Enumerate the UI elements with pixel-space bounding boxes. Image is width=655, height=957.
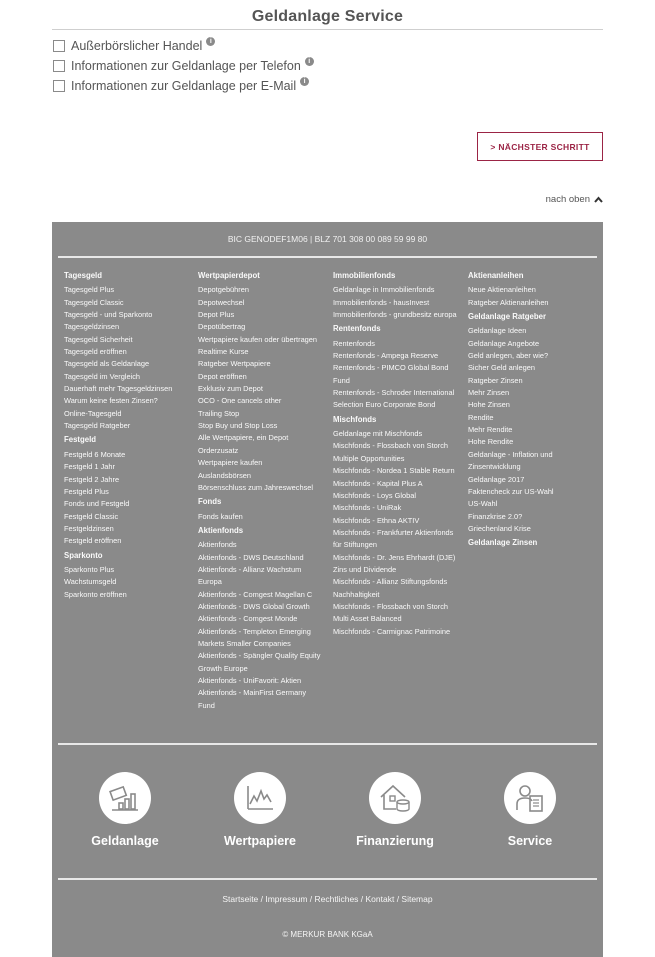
footer-link[interactable]: Festgeldzinsen [64, 523, 114, 533]
footer-link[interactable]: Tagesgeld - und Sparkonto [64, 310, 153, 320]
back-to-top-link[interactable] [546, 194, 603, 205]
footer-link[interactable]: Tagesgeld Classic [64, 297, 124, 307]
footer-section-heading[interactable]: Mischfonds [333, 414, 377, 424]
footer-link[interactable]: Wachstumsgeld [64, 577, 117, 587]
category-finanzierung[interactable] [330, 772, 460, 848]
footer-link[interactable]: Mischfonds - Nordea 1 Stable Return [333, 466, 455, 476]
footer-links[interactable]: Startseite / Impressum / Rechtliches / Kontakt / Sitemap [222, 894, 433, 904]
footer-link[interactable]: Tagesgeldzinsen [64, 322, 120, 332]
footer-link[interactable]: Auslandsbörsen [198, 470, 252, 480]
footer-link[interactable]: Geld anlegen, aber wie? [468, 351, 549, 361]
footer-link[interactable]: Rentenfonds - PIMCO Global Bond Fund [333, 363, 449, 385]
footer-section-heading[interactable]: Geldanlage Zinsen [468, 538, 538, 548]
footer-link[interactable]: Dauerhaft mehr Tagesgeldzinsen [64, 384, 173, 394]
footer-link[interactable]: Festgeld 1 Jahr [64, 462, 115, 472]
footer-section-heading[interactable]: Immobilienfonds [333, 271, 396, 280]
stock-chart-icon [234, 772, 286, 824]
footer-link[interactable]: Mischfonds - Allianz Stiftungsfonds Nachhaltigkeit [333, 577, 448, 599]
category-geldanlage[interactable] [60, 772, 190, 848]
footer-link[interactable]: Immobilienfonds - hausInvest [333, 297, 430, 307]
footer-link[interactable]: Ratgeber Wertpapiere [198, 359, 271, 369]
category-label: Geldanlage [91, 834, 159, 848]
footer-link[interactable]: OCO - One cancels other [198, 396, 282, 406]
footer-link[interactable]: Mischfonds - Flossbach von Storch Multi Asset Balanced [333, 601, 449, 624]
footer-link[interactable]: Festgeld Classic [64, 511, 119, 521]
option-telefon[interactable] [53, 58, 314, 74]
footer-link[interactable]: Aktienfonds - Comgest Magellan C [198, 589, 313, 599]
footer-link[interactable]: Rendite [468, 412, 494, 422]
footer-link[interactable]: Tagesgeld eröffnen [64, 347, 127, 357]
footer-link[interactable]: Aktienfonds - Spängler Quality Equity Growth Europe [198, 651, 321, 673]
option-label: Informationen zur Geldanlage per E-Mail [71, 79, 297, 93]
footer-section-heading[interactable]: Aktienanleihen [468, 271, 524, 280]
footer-link[interactable]: Griechenland Krise [468, 523, 531, 533]
advisor-document-icon [504, 772, 556, 824]
footer-link[interactable]: Mehr Zinsen [468, 388, 510, 398]
footer [52, 222, 603, 957]
footer-link[interactable]: Tagesgeld als Geldanlage [64, 359, 150, 369]
footer-link[interactable]: Rentenfonds - Schroder International Selection Euro Corporate Bond [333, 388, 455, 410]
footer-section-heading[interactable]: Geldanlage Ratgeber [468, 312, 546, 322]
footer-link[interactable]: Aktienfonds - DWS Global Growth [198, 601, 310, 611]
category-label: Service [507, 834, 553, 848]
footer-link[interactable]: Neue Aktienanleihen [468, 285, 536, 295]
footer-link[interactable]: Warum keine festen Zinsen? [64, 396, 158, 406]
footer-link[interactable]: Ratgeber Zinsen [468, 375, 523, 385]
footer-link[interactable]: Geldanlage in Immobilienfonds [333, 285, 435, 295]
footer-column-3 [333, 270, 459, 638]
category-label: Finanzierung [356, 834, 434, 848]
footer-link[interactable]: Festgeld Plus [64, 486, 109, 496]
footer-link[interactable]: Finanzkrise 2.0? [468, 511, 523, 521]
footer-section-heading[interactable]: Fonds [198, 497, 222, 507]
footer-link[interactable]: Tagesgeld im Vergleich [64, 371, 141, 381]
footer-link[interactable]: Alle Wertpapiere, ein Depot [198, 433, 289, 443]
footer-link[interactable]: Mischfonds - Dr. Jens Ehrhardt (DJE) Zins und Dividende [333, 552, 456, 574]
footer-link[interactable]: Mischfonds - UniRak [333, 503, 402, 513]
footer-link[interactable]: Aktienfonds - DWS Deutschland [198, 552, 304, 562]
footer-link[interactable]: Mischfonds - Flossbach von Storch Multiple Opportunities [333, 441, 449, 463]
option-email[interactable] [53, 78, 309, 94]
footer-link[interactable]: Realtime Kurse [198, 347, 249, 357]
option-ausserboerslicher-handel[interactable] [53, 38, 215, 54]
footer-column-1 [64, 270, 189, 601]
checkbox[interactable] [53, 80, 65, 92]
footer-link[interactable]: Geldanlage 2017 [468, 474, 525, 484]
footer-link[interactable]: Fonds und Festgeld [64, 499, 130, 509]
footer-section-heading[interactable]: Tagesgeld [64, 271, 102, 280]
footer-link[interactable]: Aktienfonds - UniFavorit: Aktien [198, 676, 302, 685]
category-label: Wertpapiere [223, 834, 296, 848]
footer-link[interactable]: Geldanlage Angebote [468, 338, 540, 348]
info-icon[interactable]: i [300, 77, 309, 86]
money-chart-icon [99, 772, 151, 824]
footer-link[interactable]: Aktienfonds - MainFirst Germany Fund [198, 688, 307, 710]
checkbox[interactable] [53, 40, 65, 52]
footer-link[interactable]: Festgeld eröffnen [64, 536, 122, 546]
footer-link[interactable]: Tagesgeld Sicherheit [64, 334, 133, 344]
footer-link[interactable]: Hohe Rendite [468, 437, 514, 447]
bank-details: BIC GENODEF1M06 | BLZ 701 308 00 089 59 99 80 [227, 234, 428, 244]
footer-link[interactable]: Stop Buy und Stop Loss [198, 421, 278, 431]
footer-link[interactable]: Depotwechsel [198, 297, 245, 307]
footer-link[interactable]: Festgeld 6 Monate [64, 449, 126, 459]
title-divider [52, 29, 603, 30]
footer-link[interactable]: Sparkonto eröffnen [64, 589, 127, 599]
footer-link[interactable]: Depotübertrag [198, 322, 246, 332]
option-label: Informationen zur Geldanlage per Telefon [71, 59, 301, 73]
footer-link[interactable]: Sicher Geld anlegen [468, 363, 535, 373]
footer-link[interactable]: Tagesgeld Plus [64, 285, 115, 295]
footer-divider [58, 878, 597, 880]
back-to-top-label: nach oben [545, 194, 590, 205]
footer-link[interactable]: US-Wahl [468, 499, 498, 509]
footer-link[interactable]: Rentenfonds [333, 338, 375, 348]
footer-link[interactable]: Fonds kaufen [198, 511, 243, 521]
footer-link[interactable]: Sparkonto Plus [64, 564, 115, 574]
footer-link[interactable]: Geldanlage Ideen [468, 326, 527, 336]
footer-link[interactable]: Mischfonds - Carmignac Patrimoine [333, 626, 451, 636]
info-icon[interactable]: i [305, 57, 314, 66]
footer-link[interactable]: Depot Plus [198, 310, 235, 320]
footer-link[interactable]: Aktienfonds - Allianz Wachstum Europa [198, 564, 302, 587]
category-service[interactable] [465, 772, 595, 848]
footer-section-heading[interactable]: Aktienfonds [198, 525, 244, 535]
footer-link[interactable]: Depot eröffnen [198, 371, 247, 381]
footer-link[interactable]: Mischfonds - Frankfurter Aktienfonds für Stiftungen [333, 527, 454, 550]
footer-link[interactable]: Wertpapiere kaufen [198, 458, 263, 468]
footer-link[interactable]: Faktencheck zur US-Wahl [468, 486, 554, 496]
footer-column-4 [468, 270, 594, 552]
footer-link[interactable]: Aktienfonds [198, 540, 237, 550]
footer-link[interactable]: Trailing Stop [198, 408, 240, 418]
footer-link[interactable]: Hohe Zinsen [468, 400, 510, 410]
footer-section-heading[interactable]: Sparkonto [64, 550, 103, 560]
house-coins-icon [369, 772, 421, 824]
footer-section-heading[interactable]: Rentenfonds [333, 324, 381, 334]
footer-link[interactable]: Tagesgeld Ratgeber [64, 421, 131, 431]
footer-link[interactable]: Rentenfonds - Ampega Reserve [333, 351, 439, 361]
footer-link[interactable]: Aktienfonds - Templeton Emerging Markets Smaller Companies [198, 626, 311, 648]
footer-link[interactable]: Aktienfonds - Comgest Monde [198, 614, 298, 624]
footer-link[interactable]: Exklusiv zum Depot [198, 384, 263, 394]
copyright: © MERKUR BANK KGaA [282, 930, 373, 939]
footer-link[interactable]: Mischfonds - Kapital Plus A [333, 478, 423, 488]
footer-link[interactable]: Wertpapiere kaufen oder übertragen [198, 334, 318, 344]
footer-divider [58, 256, 597, 258]
footer-link[interactable]: Ratgeber Aktienanleihen [468, 297, 549, 307]
chevron-up-icon [594, 196, 603, 203]
footer-link[interactable]: Mischfonds - Loys Global [333, 490, 416, 500]
footer-link[interactable]: Mischfonds - Ethna AKTIV [333, 515, 420, 525]
footer-link[interactable]: Immobilienfonds - grundbesitz europa [333, 310, 457, 320]
footer-link[interactable]: Börsenschluss zum Jahreswechsel [198, 482, 314, 492]
footer-column-2 [198, 270, 324, 712]
category-wertpapiere[interactable] [195, 772, 325, 848]
next-step-button[interactable]: > NÄCHSTER SCHRITT [477, 132, 603, 161]
footer-link[interactable]: Geldanlage - Inflation und Zinsentwicklung [468, 449, 553, 472]
footer-link[interactable]: Online-Tagesgeld [64, 408, 122, 418]
footer-divider [58, 743, 597, 745]
option-label: Außerbörslicher Handel [71, 39, 203, 53]
checkbox[interactable] [53, 60, 65, 72]
page-title: Geldanlage Service [251, 8, 404, 25]
footer-link[interactable]: Geldanlage mit Mischfonds [333, 429, 423, 439]
footer-section-heading[interactable]: Festgeld [64, 435, 97, 445]
footer-link[interactable]: Festgeld 2 Jahre [64, 474, 120, 484]
footer-link[interactable]: Depotgebühren [198, 285, 249, 295]
footer-link[interactable]: Mehr Rendite [468, 425, 513, 435]
footer-link[interactable]: Orderzusatz [198, 445, 239, 455]
info-icon[interactable]: i [206, 37, 215, 46]
footer-section-heading[interactable]: Wertpapierdepot [198, 271, 260, 280]
